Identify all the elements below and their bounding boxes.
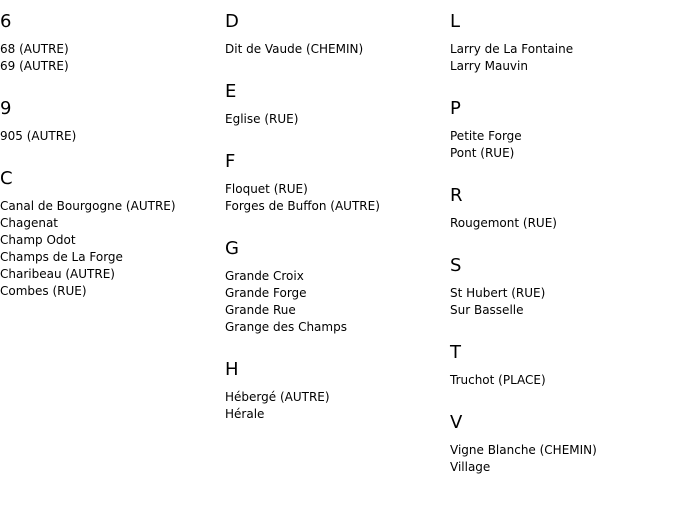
letter-group: [450, 244, 672, 319]
street-link[interactable]: Champs de La Forge: [0, 250, 123, 264]
letter-group: [450, 174, 672, 232]
street-link[interactable]: Eglise (RUE): [225, 112, 299, 126]
letter-heading: V: [450, 412, 463, 433]
letter-group: [450, 0, 672, 75]
letter-heading: C: [0, 168, 13, 189]
index-column-1: [0, 0, 222, 312]
street-link[interactable]: 68 (AUTRE): [0, 42, 69, 56]
letter-group: [450, 331, 672, 389]
street-link[interactable]: Pont (RUE): [450, 146, 515, 160]
street-link[interactable]: Grande Forge: [225, 286, 307, 300]
street-list: [225, 389, 447, 423]
letter-heading: 6: [0, 11, 12, 32]
letter-group: [225, 140, 447, 215]
street-list: [450, 285, 672, 319]
street-link[interactable]: Truchot (PLACE): [450, 373, 546, 387]
street-link[interactable]: Dit de Vaude (CHEMIN): [225, 42, 364, 56]
street-link[interactable]: Charibeau (AUTRE): [0, 267, 115, 281]
letter-heading: H: [225, 359, 239, 380]
street-link[interactable]: Hérale: [225, 407, 265, 421]
street-link[interactable]: Larry Mauvin: [450, 59, 528, 73]
letter-group: [0, 0, 222, 75]
street-link[interactable]: Champ Odot: [0, 233, 76, 247]
street-list: [225, 181, 447, 215]
letter-group: [450, 87, 672, 162]
letter-heading: S: [450, 255, 462, 276]
street-link[interactable]: Larry de La Fontaine: [450, 42, 574, 56]
street-link[interactable]: Petite Forge: [450, 129, 522, 143]
street-link[interactable]: Grande Rue: [225, 303, 296, 317]
letter-heading: F: [225, 151, 236, 172]
street-list: [0, 128, 222, 145]
street-link[interactable]: Sur Basselle: [450, 303, 524, 317]
street-list: [225, 268, 447, 336]
index-column-2: [225, 0, 447, 435]
street-list: [0, 41, 222, 75]
letter-group: [450, 401, 672, 476]
street-link[interactable]: Hébergé (AUTRE): [225, 390, 330, 404]
letter-heading: G: [225, 238, 239, 259]
street-link[interactable]: Grande Croix: [225, 269, 304, 283]
street-list: [450, 128, 672, 162]
street-link[interactable]: Grange des Champs: [225, 320, 347, 334]
street-link[interactable]: Combes (RUE): [0, 284, 87, 298]
letter-heading: E: [225, 81, 237, 102]
letter-heading: L: [450, 11, 461, 32]
street-link[interactable]: Floquet (RUE): [225, 182, 308, 196]
letter-heading: T: [450, 342, 461, 363]
street-list: [450, 372, 672, 389]
letter-group: [225, 348, 447, 423]
street-link[interactable]: Chagenat: [0, 216, 59, 230]
letter-heading: R: [450, 185, 463, 206]
street-link[interactable]: Village: [450, 460, 491, 474]
street-link[interactable]: Forges de Buffon (AUTRE): [225, 199, 380, 213]
street-link[interactable]: 69 (AUTRE): [0, 59, 69, 73]
letter-group: [225, 0, 447, 58]
street-link[interactable]: Canal de Bourgogne (AUTRE): [0, 199, 176, 213]
street-list: [0, 198, 222, 300]
letter-group: [0, 157, 222, 300]
street-list: [450, 442, 672, 476]
street-link[interactable]: St Hubert (RUE): [450, 286, 546, 300]
street-list: [450, 41, 672, 75]
street-list: [450, 215, 672, 232]
street-link[interactable]: Rougemont (RUE): [450, 216, 557, 230]
street-link[interactable]: 905 (AUTRE): [0, 129, 77, 143]
street-link[interactable]: Vigne Blanche (CHEMIN): [450, 443, 597, 457]
index-column-3: [450, 0, 672, 488]
letter-heading: D: [225, 11, 239, 32]
street-list: [225, 41, 447, 58]
street-list: [225, 111, 447, 128]
letter-heading: 9: [0, 98, 12, 119]
letter-group: [0, 87, 222, 145]
letter-group: [225, 70, 447, 128]
letter-heading: P: [450, 98, 461, 119]
letter-group: [225, 227, 447, 336]
